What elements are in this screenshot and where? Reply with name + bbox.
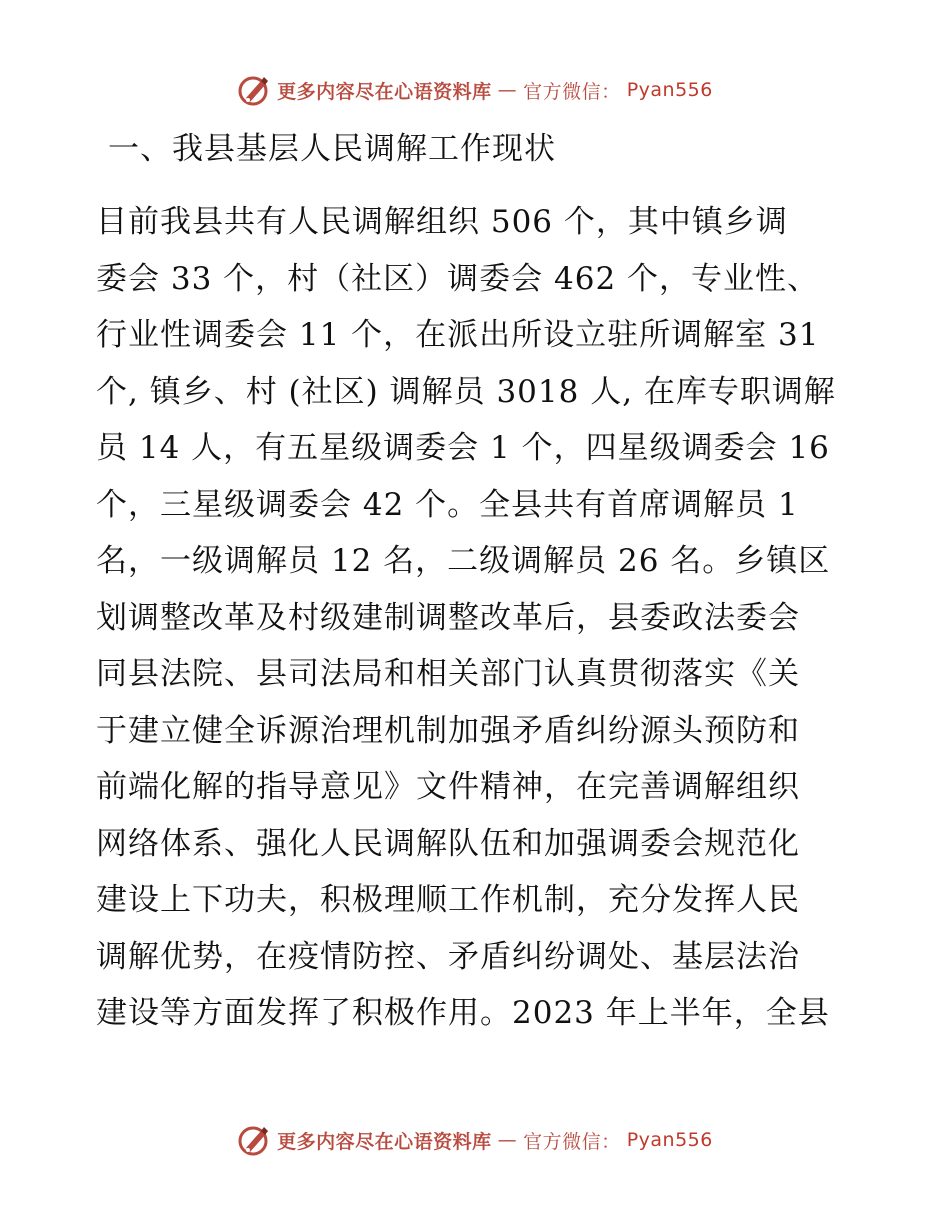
text-line: 网络体系、强化人民调解队伍和加强调委会规范化 xyxy=(96,825,800,862)
watermark-separator: — xyxy=(497,1129,518,1151)
text-line: 前端化解的指导意见》文件精神，在完善调解组织 xyxy=(96,769,800,805)
text-line: 调解优势，在疫情防控、矛盾纠纷调处、基层法治 xyxy=(96,938,800,975)
text-line: 建设等方面发挥了积极作用。2023 年上半年，全县 xyxy=(96,995,830,1031)
watermark-id: Pyan556 xyxy=(626,1129,713,1151)
text-line: 名，一级调解员 12 名，二级调解员 26 名。乡镇区 xyxy=(96,543,831,579)
section-heading: 一、我县基层人民调解工作现状 xyxy=(108,131,556,167)
pen-logo-icon xyxy=(237,1123,271,1157)
text-line: 同县法院、县司法局和相关部门认真贯彻落实《关 xyxy=(96,656,800,692)
watermark-label: 官方微信： xyxy=(523,1130,621,1153)
text-line: 个，三星级调委会 42 个。全县共有首席调解员 1 xyxy=(96,486,799,523)
text-line: 个, 镇乡、村 (社区) 调解员 3018 人, 在库专职调解 xyxy=(96,373,836,410)
pen-logo-icon xyxy=(237,73,271,107)
watermark-separator: — xyxy=(497,79,518,101)
text-line: 目前我县共有人民调解组织 506 个，其中镇乡调 xyxy=(96,204,788,240)
text-line: 划调整改革及村级建制调整改革后，县委政法委会 xyxy=(96,599,800,636)
footer-watermark xyxy=(0,1122,950,1158)
header-watermark xyxy=(0,72,950,108)
watermark-text: 更多内容尽在心语资料库 xyxy=(277,1130,492,1153)
watermark-text: 更多内容尽在心语资料库 xyxy=(277,80,492,103)
text-line: 于建立健全诉源治理机制加强矛盾纠纷源头预防和 xyxy=(96,712,800,749)
watermark-label: 官方微信： xyxy=(523,80,621,103)
text-line: 行业性调委会 11 个，在派出所设立驻所调解室 31 xyxy=(96,317,820,353)
text-line: 建设上下功夫，积极理顺工作机制，充分发挥人民 xyxy=(96,882,800,918)
text-line: 员 14 人，有五星级调委会 1 个，四星级调委会 16 xyxy=(96,430,830,466)
watermark-id: Pyan556 xyxy=(626,79,713,101)
body-paragraph xyxy=(96,194,866,1042)
text-line: 委会 33 个，村（社区）调委会 462 个，专业性、 xyxy=(96,260,820,297)
